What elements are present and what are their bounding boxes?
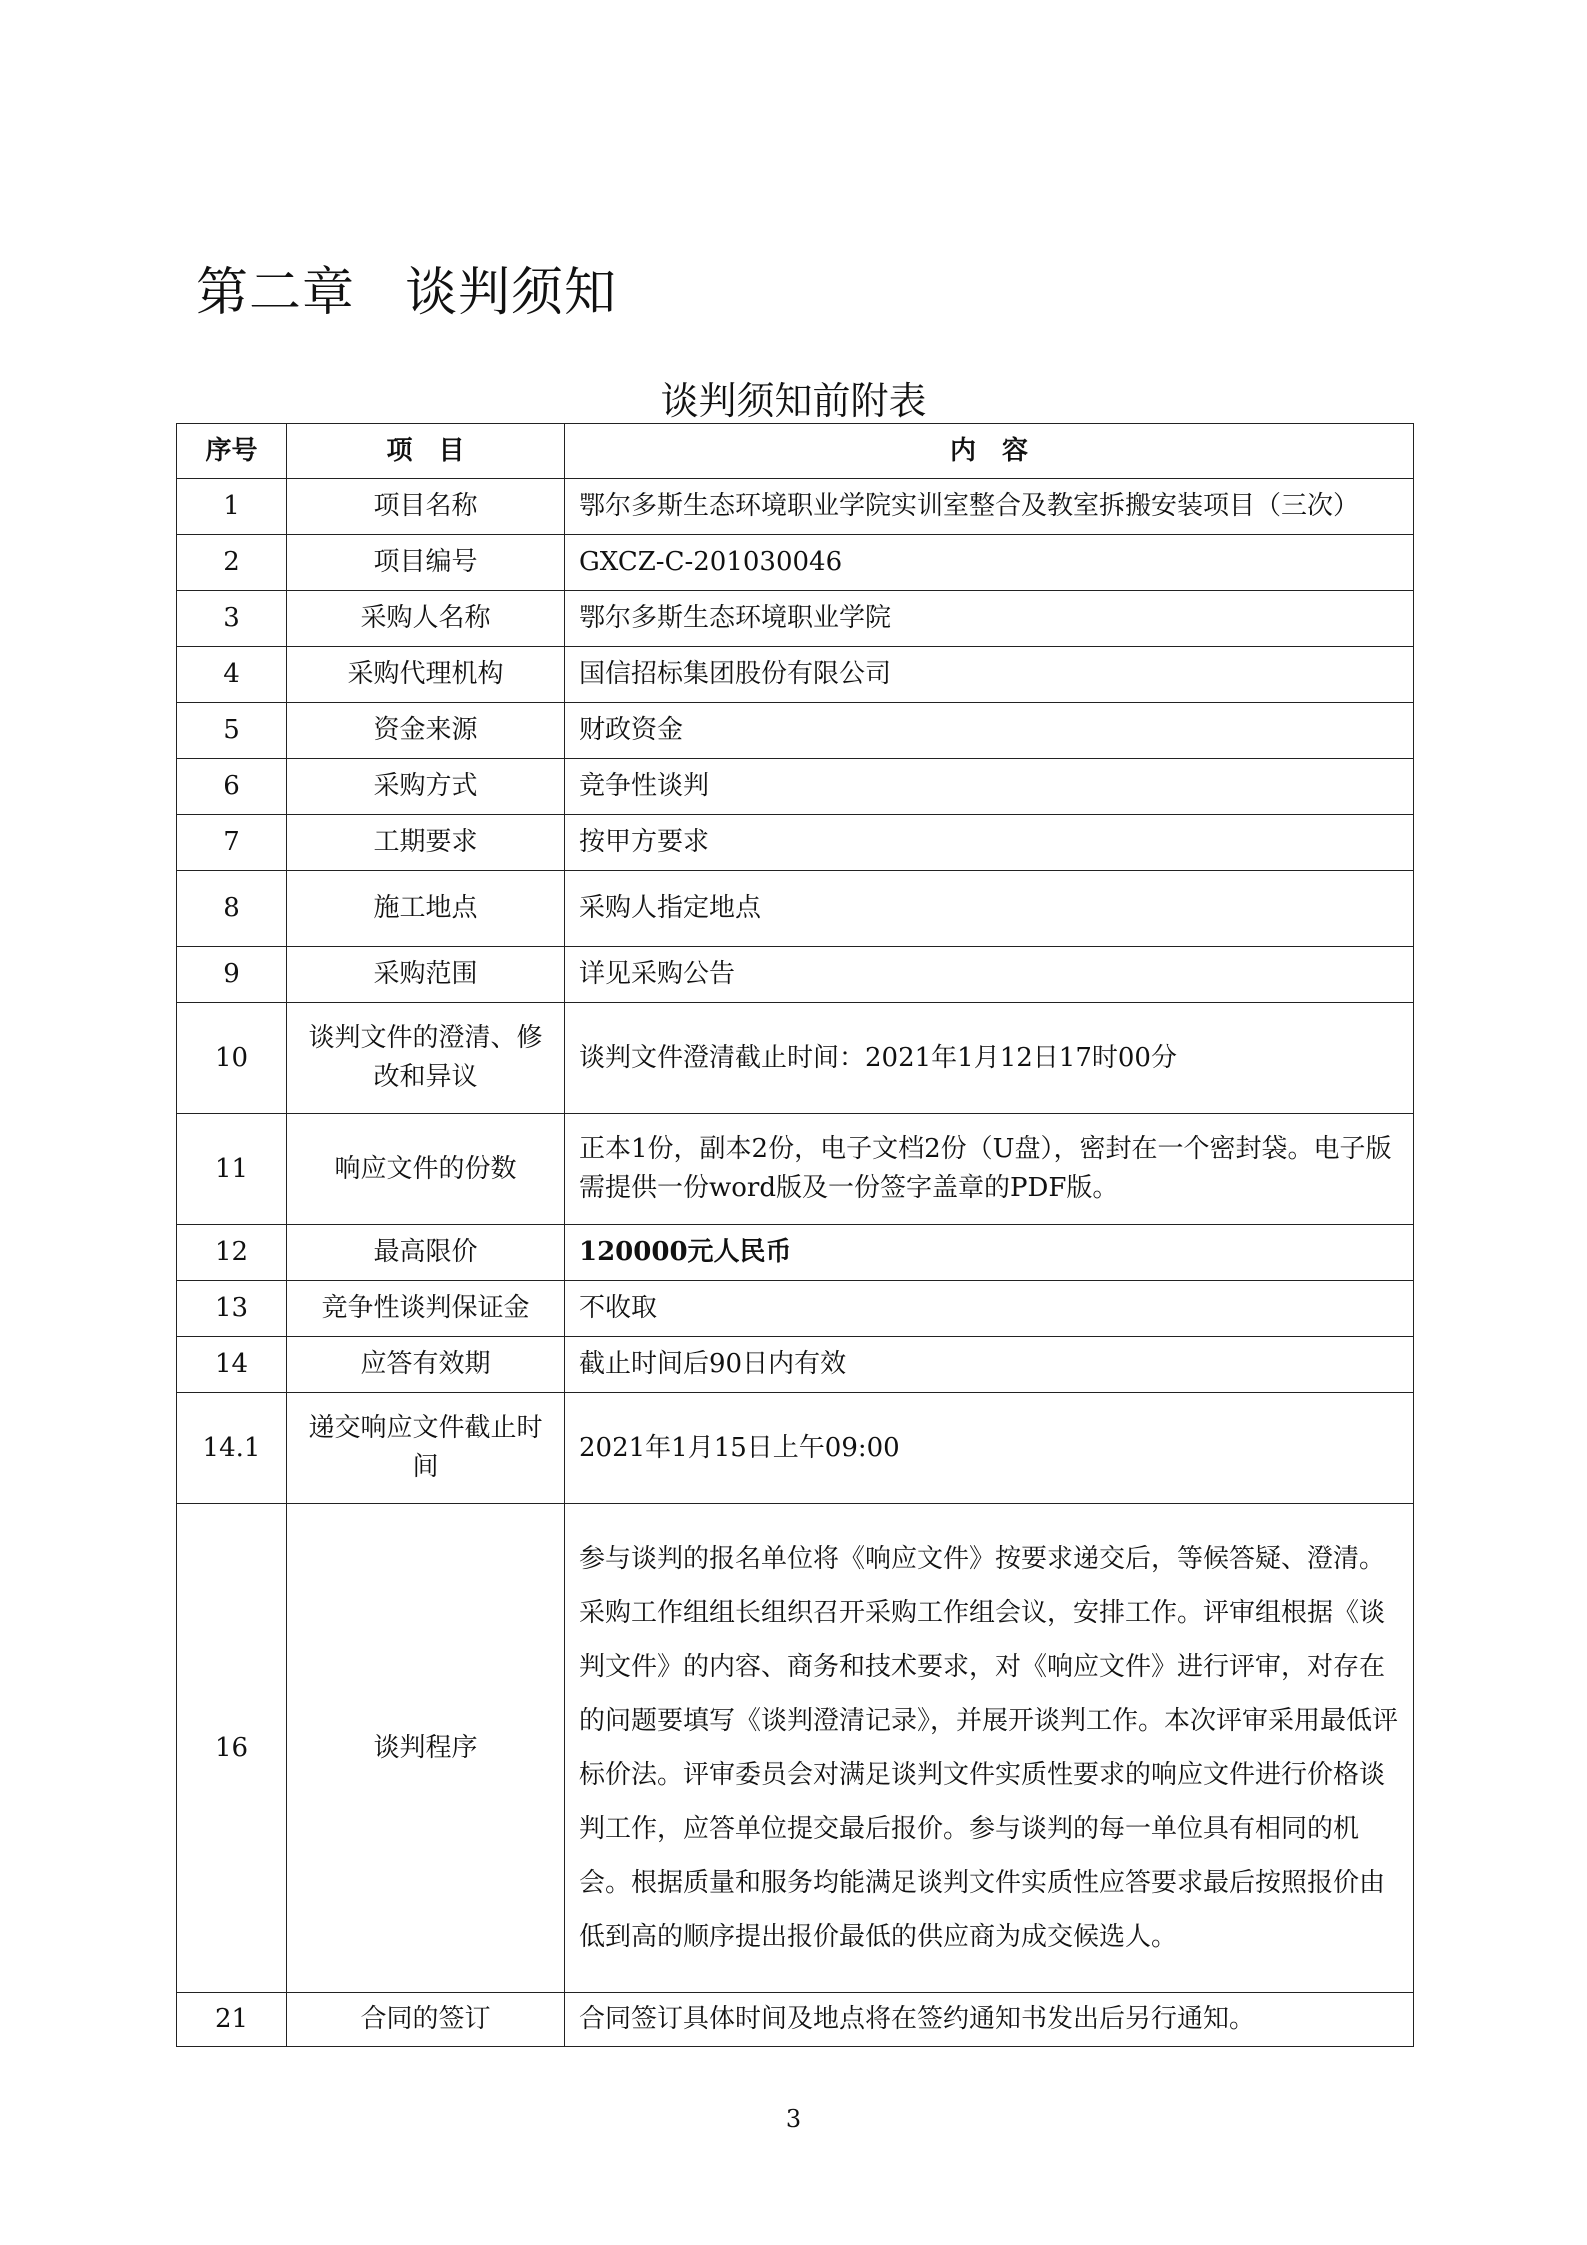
row-content: 参与谈判的报名单位将《响应文件》按要求递交后，等候答疑、澄清。采购工作组组长组织召开采购工作组会议，安排工作。评审组根据《谈判文件》的内容、商务和技术要求，对《响应文件》进行评审，对存在的问题要填写《谈判澄清记录》，并展开谈判工作。本次评审采用最低评标价法。评审委员会对满足谈判文件实质性要求的响应文件进行价格谈判工作，应答单位提交最后报价。参与谈判的每一单位具有相同的机会。根据质量和服务均能满足谈判文件实质性应答要求最后按照报价由低到高的顺序提出报价最低的供应商为成交候选人。 [565, 1504, 1414, 1993]
row-seq: 6 [177, 759, 287, 815]
page-number: 3 [785, 2105, 802, 2133]
row-seq: 9 [177, 947, 287, 1003]
table-header-row [177, 424, 1414, 479]
table-row [177, 1114, 1414, 1225]
row-item: 采购代理机构 [287, 647, 565, 703]
row-seq: 5 [177, 703, 287, 759]
row-content: 不收取 [565, 1281, 1414, 1337]
row-content: 财政资金 [565, 703, 1414, 759]
chapter-title: 谈判须知 [405, 263, 618, 323]
row-seq: 14 [177, 1337, 287, 1393]
row-item: 谈判程序 [287, 1504, 565, 1993]
row-item: 谈判文件的澄清、修改和异议 [287, 1003, 565, 1114]
row-item: 施工地点 [287, 871, 565, 947]
row-item: 采购范围 [287, 947, 565, 1003]
row-item: 最高限价 [287, 1225, 565, 1281]
table-row [177, 647, 1414, 703]
row-seq: 16 [177, 1504, 287, 1993]
row-seq: 7 [177, 815, 287, 871]
header-content: 内 容 [565, 424, 1414, 479]
table-row [177, 1281, 1414, 1337]
row-seq: 13 [177, 1281, 287, 1337]
row-seq: 3 [177, 591, 287, 647]
row-seq: 14.1 [177, 1393, 287, 1504]
table-row [177, 759, 1414, 815]
table-row [177, 947, 1414, 1003]
row-content: 鄂尔多斯生态环境职业学院实训室整合及教室拆搬安装项目（三次） [565, 479, 1414, 535]
row-content: 详见采购公告 [565, 947, 1414, 1003]
row-item: 资金来源 [287, 703, 565, 759]
table-row [177, 535, 1414, 591]
header-seq: 序号 [177, 424, 287, 479]
row-seq: 8 [177, 871, 287, 947]
table-row [177, 479, 1414, 535]
row-content: 合同签订具体时间及地点将在签约通知书发出后另行通知。 [565, 1993, 1414, 2047]
table-row [177, 815, 1414, 871]
notice-appendix-table [176, 423, 1414, 2047]
row-item: 项目编号 [287, 535, 565, 591]
row-content: 按甲方要求 [565, 815, 1414, 871]
row-content: 2021年1月15日上午09:00 [565, 1393, 1414, 1504]
row-item: 项目名称 [287, 479, 565, 535]
row-item: 应答有效期 [287, 1337, 565, 1393]
row-seq: 2 [177, 535, 287, 591]
row-content: 正本1份，副本2份，电子文档2份（U盘），密封在一个密封袋。电子版需提供一份word版及一份签字盖章的PDF版。 [565, 1114, 1414, 1225]
row-content: 国信招标集团股份有限公司 [565, 647, 1414, 703]
table-row [177, 591, 1414, 647]
row-item: 递交响应文件截止时间 [287, 1393, 565, 1504]
row-seq: 12 [177, 1225, 287, 1281]
row-seq: 11 [177, 1114, 287, 1225]
row-content: 谈判文件澄清截止时间：2021年1月12日17时00分 [565, 1003, 1414, 1114]
chapter-heading [196, 250, 617, 325]
row-content: 鄂尔多斯生态环境职业学院 [565, 591, 1414, 647]
row-item: 竞争性谈判保证金 [287, 1281, 565, 1337]
row-content: 采购人指定地点 [565, 871, 1414, 947]
row-content: 120000元人民币 [565, 1225, 1414, 1281]
row-seq: 10 [177, 1003, 287, 1114]
row-content: 截止时间后90日内有效 [565, 1337, 1414, 1393]
table-row [177, 1225, 1414, 1281]
table-row [177, 1003, 1414, 1114]
table-row [177, 871, 1414, 947]
row-item: 工期要求 [287, 815, 565, 871]
table-title: 谈判须知前附表 [660, 379, 927, 423]
row-seq: 4 [177, 647, 287, 703]
row-item: 响应文件的份数 [287, 1114, 565, 1225]
row-seq: 21 [177, 1993, 287, 2047]
row-seq: 1 [177, 479, 287, 535]
row-item: 采购方式 [287, 759, 565, 815]
table-row [177, 703, 1414, 759]
row-content: 竞争性谈判 [565, 759, 1414, 815]
row-item: 采购人名称 [287, 591, 565, 647]
table-row [177, 1993, 1414, 2047]
chapter-number: 第二章 [196, 263, 356, 323]
table-row [177, 1337, 1414, 1393]
table-row [177, 1393, 1414, 1504]
header-item: 项 目 [287, 424, 565, 479]
row-item: 合同的签订 [287, 1993, 565, 2047]
table-row [177, 1504, 1414, 1993]
row-content: GXCZ-C-201030046 [565, 535, 1414, 591]
